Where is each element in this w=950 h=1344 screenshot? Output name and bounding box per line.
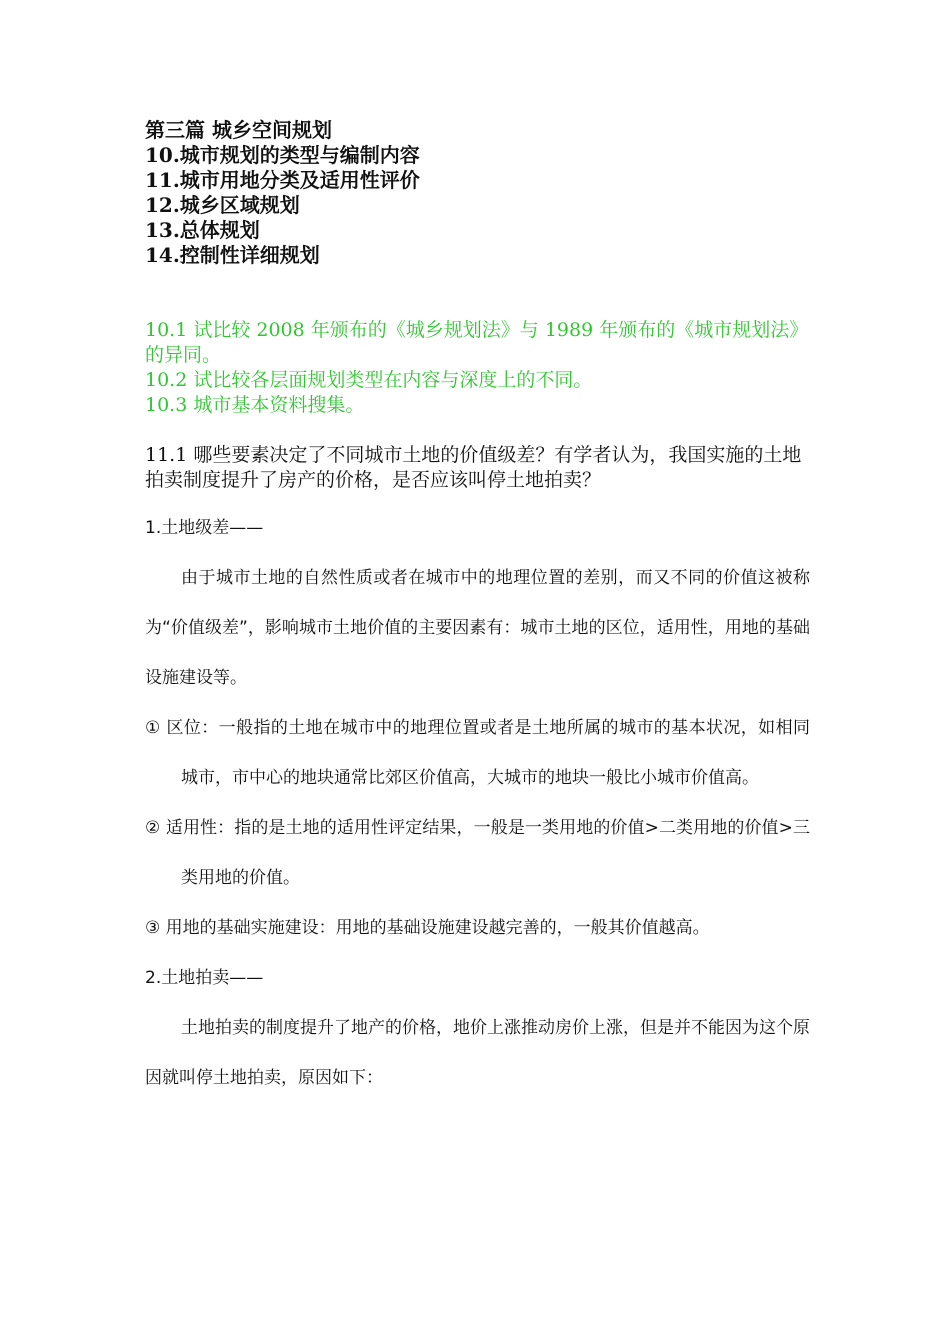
answer-body xyxy=(145,503,810,1103)
question-item: 10.2 试比较各层面规划类型在内容与深度上的不同。 xyxy=(145,369,593,391)
list-item: ② 适用性：指的是土地的适用性评定结果，一般是一类用地的价值>二类用地的价值>三类用地的价值。 xyxy=(145,818,810,888)
question-11-1: 11.1 哪些要素决定了不同城市土地的价值级差？有学者认为，我国实施的土地拍卖制度提升了房产的价格，是否应该叫停土地拍卖？ xyxy=(145,444,802,491)
section-paragraph: 由于城市土地的自然性质或者在城市中的地理位置的差别，而又不同的价值这被称为“价值级差”，影响城市土地价值的主要因素有：城市土地的区位，适用性，用地的基础设施建设等。 xyxy=(145,568,810,688)
outline-item: 11.城市用地分类及适用性评价 xyxy=(145,168,420,192)
section-paragraph: 土地拍卖的制度提升了地产的价格，地价上涨推动房价上涨，但是并不能因为这个原因就叫停土地拍卖，原因如下： xyxy=(145,1018,810,1088)
list-item: ③ 用地的基础实施建设：用地的基础设施建设越完善的，一般其价值越高。 xyxy=(145,918,710,938)
chapter-outline xyxy=(145,118,810,268)
question-item: 10.3 城市基本资料搜集。 xyxy=(145,394,365,416)
outline-item: 13.总体规划 xyxy=(145,218,260,242)
chapter-title: 第三篇 城乡空间规划 xyxy=(145,118,332,142)
question-item: 10.1 试比较 2008 年颁布的《城乡规划法》与 1989 年颁布的《城市规划法》的异同。 xyxy=(145,319,809,366)
green-question-list xyxy=(145,318,810,418)
list-item: ① 区位：一般指的土地在城市中的地理位置或者是土地所属的城市的基本状况，如相同城市，市中心的地块通常比郊区价值高，大城市的地块一般比小城市价值高。 xyxy=(145,718,810,788)
outline-item: 10.城市规划的类型与编制内容 xyxy=(145,143,420,167)
section-heading: 1.土地级差—— xyxy=(145,518,264,538)
outline-item: 12.城乡区域规划 xyxy=(145,193,300,217)
section-heading: 2.土地拍卖—— xyxy=(145,968,264,988)
document-page xyxy=(145,118,810,1103)
outline-item: 14.控制性详细规划 xyxy=(145,243,320,267)
